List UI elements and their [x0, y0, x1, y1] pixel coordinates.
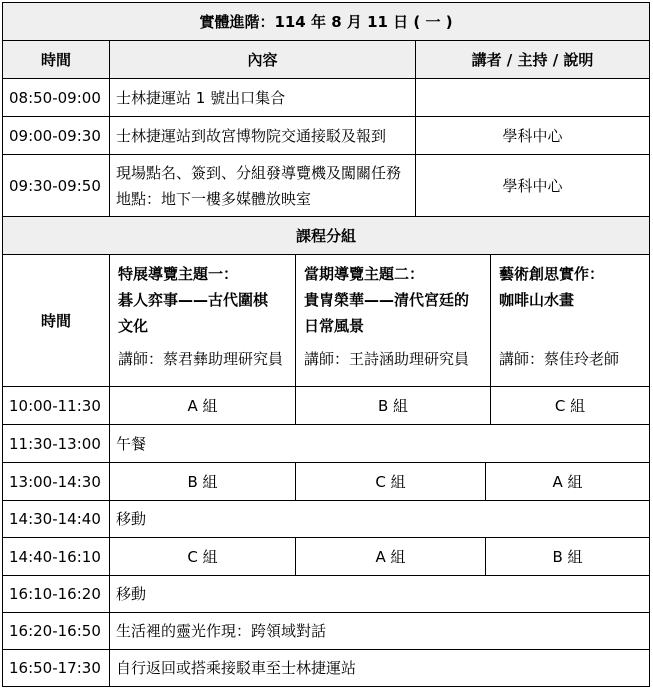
- group-label: A 組: [187, 396, 218, 415]
- section-row: [2, 216, 650, 254]
- time-text: 16:20-16:50: [9, 622, 101, 640]
- table-row: [2, 424, 650, 462]
- content-cell: [109, 78, 415, 116]
- table-row: [2, 116, 650, 154]
- span-cell: [109, 500, 650, 537]
- table-row: [2, 537, 650, 575]
- groups-time-label: [2, 254, 109, 386]
- group-2: [295, 254, 490, 386]
- group-1: [109, 254, 295, 386]
- header-speaker: [415, 40, 650, 78]
- section-title-text: 課程分組: [295, 226, 356, 245]
- table-row: [2, 575, 650, 612]
- header-row: [2, 40, 650, 78]
- lecturer: 講師：蔡君彝助理研究員: [118, 350, 284, 368]
- group-subtitle: 貴冑榮華——清代宮廷的: [304, 291, 470, 309]
- lecturer: 講師：蔡佳玲老師: [499, 350, 620, 368]
- time-text: 13:00-14:30: [9, 472, 101, 491]
- note-text: 學科中心: [502, 176, 563, 195]
- content-line: 現場點名、簽到、分組發導覽機及闖關任務: [116, 163, 402, 182]
- content-text: 士林捷運站 1 號出口集合: [116, 88, 286, 107]
- table-row: [2, 154, 650, 216]
- time-text: 16:50-17:30: [9, 659, 101, 677]
- span-text: 移動: [116, 585, 147, 603]
- span-cell: [109, 424, 650, 462]
- title-row: [2, 2, 650, 40]
- content-cell: [109, 154, 415, 216]
- span-cell: [109, 575, 650, 612]
- table-row: [2, 78, 650, 116]
- time-text: 11:30-13:00: [9, 434, 101, 453]
- header-content-text: 內容: [247, 50, 278, 69]
- group-cell: [485, 462, 650, 500]
- time-text: 14:30-14:40: [9, 510, 101, 528]
- group-cell: [295, 386, 490, 424]
- group-3: [490, 254, 650, 386]
- group-title: 藝術創思實作：: [499, 265, 605, 283]
- group-label: A 組: [375, 547, 406, 566]
- page-title-text: 實體進階：114 年 8 月 11 日 ( 一 ): [199, 12, 453, 31]
- group-cell: [485, 537, 650, 575]
- time-text: 10:00-11:30: [9, 396, 101, 415]
- time-cell: [2, 386, 109, 424]
- time-cell: [2, 500, 109, 537]
- header-content: [109, 40, 415, 78]
- section-title: [2, 216, 650, 254]
- groups-time-text: 時間: [40, 311, 71, 330]
- groups-row: [2, 254, 650, 386]
- time-cell: [2, 612, 109, 649]
- time-cell: [2, 649, 109, 687]
- group-subtitle-cont: 日常風景: [304, 317, 365, 335]
- table-row: [2, 462, 650, 500]
- note-text: 學科中心: [502, 126, 563, 145]
- time-text: 09:00-09:30: [9, 126, 101, 145]
- group-label: C 組: [375, 472, 406, 491]
- time-cell: [2, 575, 109, 612]
- time-cell: [2, 537, 109, 575]
- location-line: 地點：地下一樓多媒體放映室: [116, 189, 312, 208]
- header-speaker-text: 講者 / 主持 / 說明: [471, 50, 594, 69]
- note-cell: [415, 116, 650, 154]
- span-text: 移動: [116, 510, 147, 528]
- group-cell: [295, 537, 485, 575]
- table-row: [2, 386, 650, 424]
- span-text: 自行返回或搭乘接駁車至士林捷運站: [116, 659, 357, 677]
- group-subtitle: 咖啡山水畫: [499, 291, 575, 309]
- time-text: 16:10-16:20: [9, 585, 101, 603]
- time-text: 08:50-09:00: [9, 88, 101, 107]
- time-cell: [2, 78, 109, 116]
- span-cell: [109, 612, 650, 649]
- group-cell: [490, 386, 650, 424]
- group-subtitle-cont: 文化: [118, 317, 149, 335]
- span-cell: [109, 649, 650, 687]
- group-label: B 組: [552, 547, 583, 566]
- group-cell: [109, 462, 295, 500]
- time-cell: [2, 462, 109, 500]
- table-row: [2, 500, 650, 537]
- page-title: [2, 2, 650, 40]
- span-text: 生活裡的靈光作現：跨領域對話: [116, 622, 327, 640]
- header-time-text: 時間: [40, 50, 71, 69]
- group-title: 當期導覽主題二：: [304, 265, 425, 283]
- group-cell: [109, 537, 295, 575]
- group-label: C 組: [554, 396, 586, 415]
- time-text: 09:30-09:50: [9, 176, 101, 195]
- note-cell: [415, 154, 650, 216]
- group-label: A 組: [552, 472, 583, 491]
- time-cell: [2, 154, 109, 216]
- content-cell: [109, 116, 415, 154]
- span-text: 午餐: [116, 434, 147, 453]
- lecturer: 講師：王詩涵助理研究員: [304, 350, 470, 368]
- time-text: 14:40-16:10: [9, 547, 101, 566]
- group-label: C 組: [187, 547, 218, 566]
- content-text: 士林捷運站到故宮博物院交通接駁及報到: [116, 126, 387, 145]
- note-cell: [415, 78, 650, 116]
- table-row: [2, 612, 650, 649]
- group-label: B 組: [377, 396, 409, 415]
- group-cell: [109, 386, 295, 424]
- group-subtitle: 碁人弈事——古代圍棋: [118, 291, 269, 309]
- group-cell: [295, 462, 485, 500]
- header-time: [2, 40, 109, 78]
- time-cell: [2, 424, 109, 462]
- time-cell: [2, 116, 109, 154]
- group-title: 特展導覽主題一：: [118, 265, 239, 283]
- group-label: B 組: [187, 472, 218, 491]
- table-row: [2, 649, 650, 687]
